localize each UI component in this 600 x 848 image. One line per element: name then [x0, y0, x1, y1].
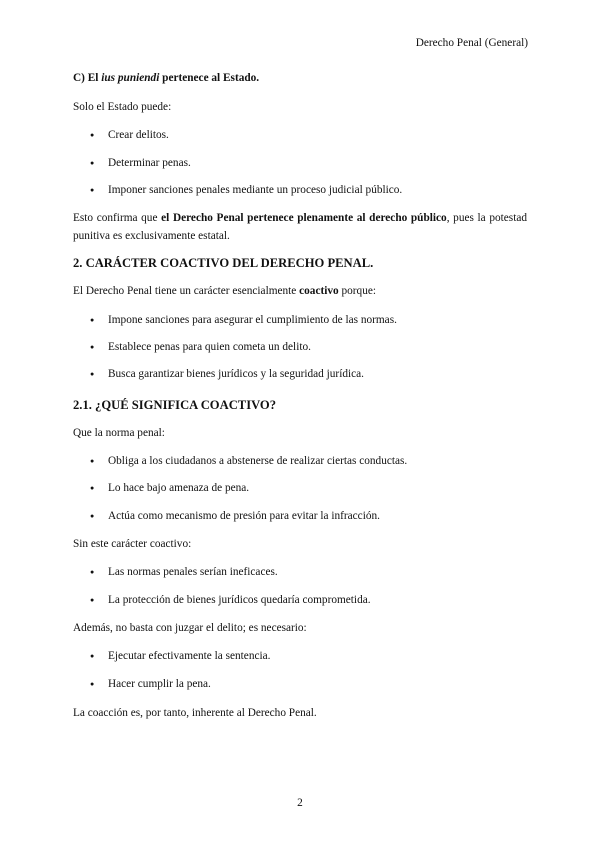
running-header: Derecho Penal (General): [415, 37, 528, 49]
bullet-icon: ●: [90, 159, 95, 167]
bullet-icon: ●: [90, 370, 95, 378]
section-2-intro: El Derecho Penal tiene un carácter esencialmente coactivo porque:: [73, 285, 377, 297]
bullet-icon: ●: [90, 457, 95, 465]
bullet-icon: ●: [90, 316, 95, 324]
section-c-intro: Solo el Estado puede:: [73, 101, 172, 113]
list-item: Imponer sanciones penales mediante un proceso judicial público.: [108, 184, 403, 196]
closing-paragraph: La coacción es, por tanto, inherente al Derecho Penal.: [73, 707, 317, 719]
section-2-1-heading: 2.1. ¿QUÉ SIGNIFICA COACTIVO?: [73, 398, 277, 412]
section-2-heading: 2. CARÁCTER COACTIVO DEL DERECHO PENAL.: [73, 256, 374, 270]
bullet-icon: ●: [90, 186, 95, 194]
list-item: Determinar penas.: [108, 157, 191, 169]
bullet-icon: ●: [90, 343, 95, 351]
list-item: Impone sanciones para asegurar el cumplimiento de las normas.: [108, 314, 397, 326]
also-intro: Además, no basta con juzgar el delito; es necesario:: [73, 622, 307, 634]
list-item: Crear delitos.: [108, 129, 169, 141]
bullet-icon: ●: [90, 652, 95, 660]
section-c-conclusion: Esto confirma que el Derecho Penal pertenece plenamente al derecho público, pues la potestad punitiva es exclusivamente estatal.: [73, 212, 527, 242]
section-c-title: C) El ius puniendi pertenece al Estado.: [73, 72, 260, 84]
bullet-icon: ●: [90, 484, 95, 492]
bullet-icon: ●: [90, 680, 95, 688]
bullet-icon: ●: [90, 131, 95, 139]
bullet-icon: ●: [90, 512, 95, 520]
list-item: Las normas penales serían ineficaces.: [108, 566, 278, 578]
list-item: Busca garantizar bienes jurídicos y la seguridad jurídica.: [108, 368, 364, 380]
list-item: Obliga a los ciudadanos a abstenerse de realizar ciertas conductas.: [108, 455, 408, 467]
list-item: Ejecutar efectivamente la sentencia.: [108, 650, 271, 662]
page-number: 2: [297, 797, 303, 809]
bullet-icon: ●: [90, 596, 95, 604]
list-item: Actúa como mecanismo de presión para evitar la infracción.: [108, 510, 380, 522]
list-item: Hacer cumplir la pena.: [108, 678, 211, 690]
section-2-1-intro: Que la norma penal:: [73, 427, 165, 439]
list-item: Establece penas para quien cometa un delito.: [108, 341, 311, 353]
list-item: La protección de bienes jurídicos quedaría comprometida.: [108, 594, 371, 606]
bullet-icon: ●: [90, 568, 95, 576]
without-intro: Sin este carácter coactivo:: [73, 538, 192, 550]
list-item: Lo hace bajo amenaza de pena.: [108, 482, 250, 494]
